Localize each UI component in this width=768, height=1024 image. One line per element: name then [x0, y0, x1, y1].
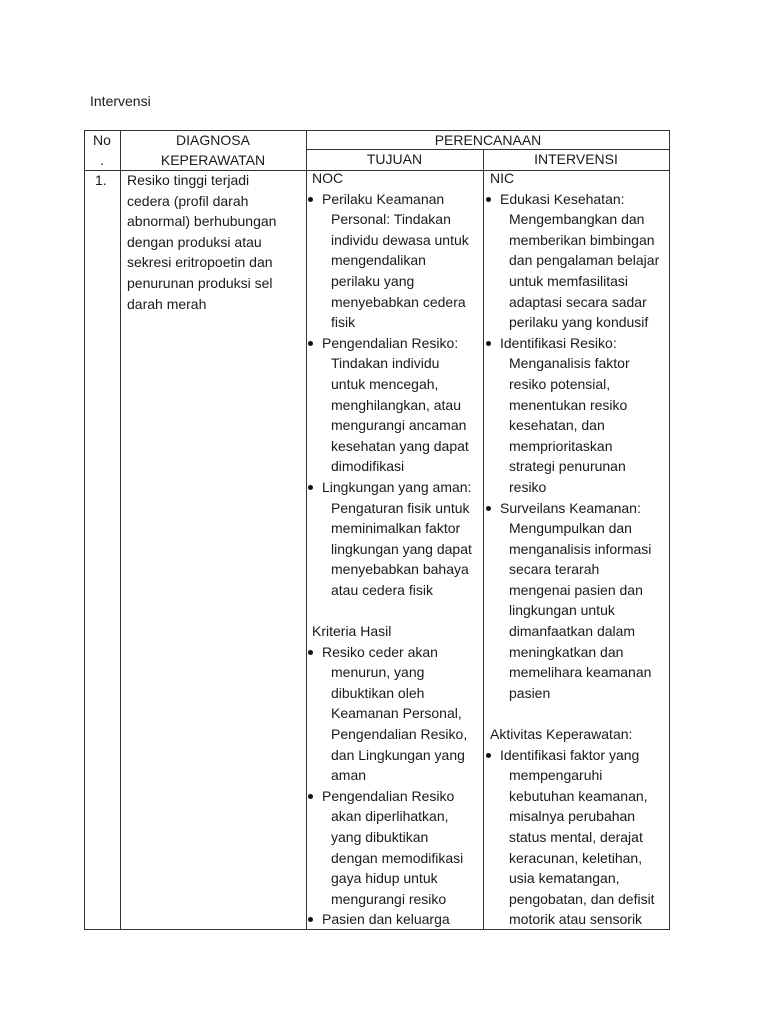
kriteria-item-line: aman — [331, 767, 367, 784]
nic-item-line: memelihara keamanan — [509, 664, 652, 681]
noc-item-line: Pengaturan fisik untuk — [331, 499, 470, 516]
kriteria-item-line: dengan memodifikasi — [331, 849, 464, 866]
diagnosa-line: Resiko tinggi terjadi — [127, 172, 250, 188]
kriteria-item-line: menurun, yang — [331, 664, 425, 681]
header-intervensi: INTERVENSI — [534, 151, 618, 167]
aktivitas-item-line: motorik atau sensorik — [509, 911, 643, 928]
nic-item-bullet: Surveilans Keamanan: — [490, 498, 668, 519]
diagnosa-line: abnormal) berhubungan — [127, 213, 277, 230]
nic-item-line: dan pengalaman belajar — [509, 252, 660, 269]
spacer — [490, 703, 668, 724]
nic-item-line: kesehatan, dan — [509, 417, 605, 434]
nic-item-line: adaptasi secara sadar — [509, 293, 647, 310]
intervention-table — [84, 130, 670, 930]
noc-item-line: lingkungan yang dapat — [331, 540, 472, 557]
kriteria-item-line: gaya hidup untuk — [331, 870, 438, 887]
aktivitas-item-line: kebutuhan keamanan, — [509, 787, 648, 804]
aktivitas-item-line: misalnya perubahan — [509, 808, 636, 825]
noc-item-line: mengurangi ancaman — [331, 417, 467, 434]
nic-item-line: Mengembangkan dan — [509, 211, 645, 228]
nic-item-line: pasien — [509, 684, 551, 701]
diagnosa-line: cedera (profil darah — [127, 192, 249, 209]
kriteria-item-line: Keamanan Personal, — [331, 705, 462, 722]
noc-item-line: menyebabkan cedera — [331, 293, 466, 310]
nic-label: NIC — [490, 170, 515, 186]
header-perencanaan: PERENCANAAN — [434, 132, 542, 148]
diagnosa-line: dengan produksi atau — [127, 233, 262, 250]
spacer — [312, 600, 482, 621]
diagnosa-line: penurunan produksi sel — [127, 274, 273, 291]
noc-item-line: menghilangkan, atau — [331, 396, 461, 413]
nic-item-line: resiko potensial, — [509, 375, 611, 392]
kriteria-label: Kriteria Hasil — [312, 623, 392, 640]
page-heading: Intervensi — [90, 93, 151, 109]
kriteria-item-bullet: Pengendalian Resiko — [312, 786, 482, 807]
nic-item-line: Mengumpulkan dan — [509, 520, 632, 537]
nic-item-bullet: Edukasi Kesehatan: — [490, 189, 668, 210]
diagnosa-line: sekresi eritropoetin dan — [127, 254, 273, 271]
nic-item-line: memprioritaskan — [509, 437, 613, 454]
noc-item-line: untuk mencegah, — [331, 375, 439, 392]
aktivitas-label: Aktivitas Keperawatan: — [490, 726, 633, 743]
noc-item-bullet: Pengendalian Resiko: — [312, 333, 482, 354]
diagnosa-line: darah merah — [127, 295, 207, 312]
header-diagnosa: DIAGNOSA KEPERAWATAN — [160, 132, 266, 168]
noc-item-line: fisik — [331, 314, 356, 331]
col-divider-no — [120, 130, 121, 930]
aktivitas-item-line: pengobatan, dan defisit — [509, 890, 655, 907]
noc-item-bullet: Lingkungan yang aman: — [312, 477, 482, 498]
intervensi-column — [490, 168, 668, 930]
nic-item-line: mengenai pasien dan — [509, 581, 643, 598]
col-divider-tujuan — [483, 149, 484, 930]
table-border-left — [84, 130, 85, 930]
kriteria-item-line: akan diperlihatkan, — [331, 808, 449, 825]
noc-item-line: atau cedera fisik — [331, 581, 433, 598]
noc-item-line: perilaku yang — [331, 272, 415, 289]
aktivitas-item-line: keracunan, keletihan, — [509, 849, 643, 866]
nic-item-line: menentukan resiko — [509, 396, 628, 413]
nic-item-line: dimanfaatkan dalam — [509, 623, 636, 640]
noc-item-line: meminimalkan faktor — [331, 520, 461, 537]
aktivitas-item-line: usia kematangan, — [509, 870, 620, 887]
noc-item-line: kesehatan yang dapat — [331, 437, 469, 454]
nic-item-line: untuk memfasilitasi — [509, 272, 629, 289]
aktivitas-item-line: status mental, derajat — [509, 829, 643, 845]
aktivitas-item-bullet: Identifikasi faktor yang — [490, 745, 668, 766]
col-divider-diagnosa — [306, 130, 307, 930]
noc-item-line: dimodifikasi — [331, 458, 405, 475]
header-tujuan: TUJUAN — [366, 151, 423, 167]
kriteria-item-line: mengurangi resiko — [331, 890, 447, 907]
row-number: 1. — [95, 172, 107, 188]
kriteria-item-line: dibuktikan oleh — [331, 684, 425, 701]
nic-item-line: meningkatkan dan — [509, 643, 624, 660]
kriteria-item-line: Pengendalian Resiko, — [331, 726, 468, 743]
kriteria-item-line: yang dibuktikan — [331, 829, 429, 845]
nic-item-line: menganalisis informasi — [509, 540, 652, 557]
noc-item-line: Personal: Tindakan — [331, 211, 451, 228]
nic-item-line: resiko — [509, 478, 547, 495]
noc-item-line: mengendalikan — [331, 252, 426, 269]
table-border-right — [669, 130, 670, 930]
noc-item-bullet: Perilaku Keamanan — [312, 189, 482, 210]
kriteria-item-bullet: Pasien dan keluarga — [312, 909, 482, 930]
noc-item-line: individu dewasa untuk — [331, 231, 469, 248]
nic-item-line: perilaku yang kondusif — [509, 314, 649, 331]
nic-item-line: secara terarah — [509, 561, 600, 578]
nic-item-line: Menganalisis faktor — [509, 355, 630, 372]
nic-item-line: memberikan bimbingan — [509, 231, 655, 248]
nic-item-bullet: Identifikasi Resiko: — [490, 333, 668, 354]
nic-item-line: strategi penurunan — [509, 458, 626, 475]
diagnosa-text — [127, 170, 305, 314]
noc-item-line: menyebabkan bahaya — [331, 561, 469, 578]
noc-item-line: Tindakan individu — [331, 355, 440, 372]
noc-label: NOC — [312, 170, 344, 186]
kriteria-item-line: dan Lingkungan yang — [331, 746, 465, 763]
aktivitas-item-line: mempengaruhi — [509, 767, 603, 784]
nic-item-line: lingkungan untuk — [509, 602, 615, 619]
header-no: No . — [93, 132, 111, 168]
kriteria-item-bullet: Resiko ceder akan — [312, 642, 482, 663]
tujuan-column — [312, 168, 482, 930]
